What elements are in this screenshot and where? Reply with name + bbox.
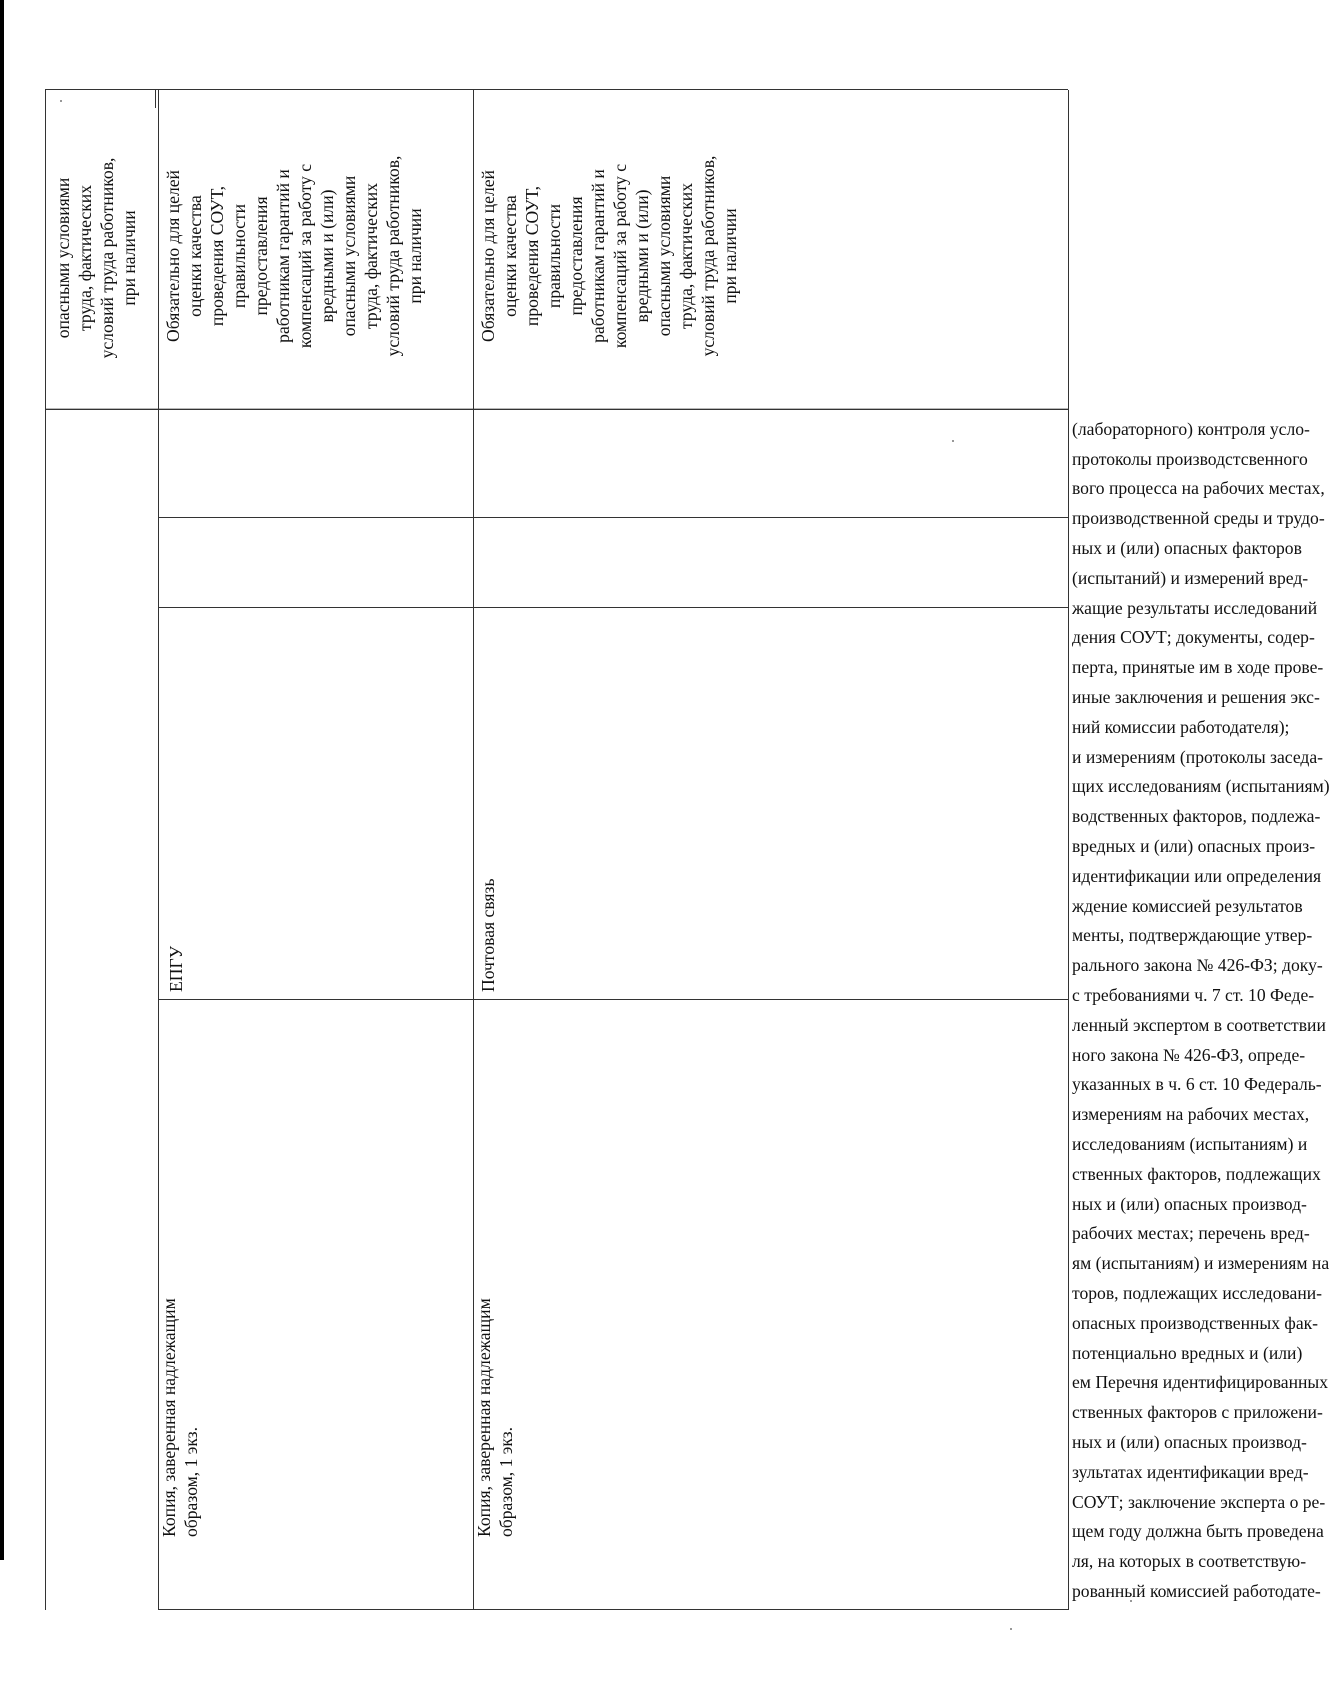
row2-requirement-line: Обязательно для целей	[163, 170, 183, 342]
grid-line	[45, 90, 46, 1610]
grid-line	[158, 999, 1068, 1000]
row1-documents-line: вого процесса на рабочих местах,	[1072, 478, 1325, 499]
row1-documents-line: менты, подтверждающие утвер-	[1072, 925, 1313, 946]
row1-documents-line: и измерениям (протоколы заседа-	[1072, 746, 1324, 767]
row3-requirement-line: работникам гарантий и	[588, 169, 608, 343]
row2-channel-cell	[165, 414, 195, 604]
row3-requirement-text	[477, 106, 741, 406]
row1-documents-line: иные заключения и решения экс-	[1072, 687, 1320, 707]
row1-documents-line: ем Перечня идентифицированных	[1072, 1372, 1329, 1393]
row1-requirement-line: условий труда работников,	[97, 157, 117, 359]
row1-documents-line: ленный экспертом в соответствии	[1072, 1014, 1326, 1035]
row1-documents-line: вредных и (или) опасных произ-	[1072, 836, 1316, 856]
row1-documents-line: указанных в ч. 6 ст. 10 Федераль-	[1072, 1074, 1322, 1095]
row1-documents-line: (испытаний) и измерений вред-	[1072, 567, 1309, 588]
grid-line	[158, 517, 1068, 518]
grid-line	[158, 1609, 1068, 1610]
row1-documents-line: зультатах идентификации вред-	[1072, 1461, 1309, 1482]
row1-col5-cell	[52, 108, 154, 408]
doc-type-line: образом, 1 экз.	[496, 1426, 516, 1537]
row2-requirement-line: предоставления	[251, 196, 271, 316]
row2-requirement-line: труда, фактических	[361, 183, 381, 330]
row1-documents-line: жащие результаты исследований	[1072, 597, 1318, 618]
row1-documents-line: ственных факторов с приложени-	[1072, 1402, 1323, 1423]
row1-documents-line: опасных производственных фак-	[1072, 1312, 1319, 1333]
row1-documents-line: ям (испытаниям) и измерениям на	[1072, 1253, 1330, 1274]
row2-channel-label: ЕПГУ	[166, 945, 186, 992]
row2-requirement-text	[162, 106, 426, 406]
row3-col5-cell	[477, 106, 782, 406]
row1-requirement-line: при наличии	[119, 210, 139, 306]
doc-type-line: Копия, заверенная надлежащим	[159, 1298, 179, 1537]
row1-documents-line: ного закона № 426-ФЗ, опреде-	[1072, 1044, 1306, 1065]
row2-requirement-line: вредными и (или)	[317, 189, 337, 323]
row2-requirement-line: правильности	[229, 203, 249, 309]
row1-documents-line: ждение комиссией результатов	[1072, 895, 1303, 916]
grid-line	[1068, 90, 1069, 1610]
row1-documents-line: рального закона № 426-ФЗ; доку-	[1072, 955, 1323, 976]
row1-documents-line: ственных факторов, подлежащих	[1072, 1163, 1321, 1184]
grid-line	[473, 90, 474, 1610]
row3-requirement-line: труда, фактических	[676, 183, 696, 330]
row3-requirement-line: Обязательно для целей	[478, 170, 498, 342]
row3-requirement-line: предоставления	[566, 196, 586, 316]
grid-line	[158, 90, 159, 1610]
row1-documents-line: водственных факторов, подлежа-	[1072, 806, 1321, 827]
row3-requirement-line: компенсаций за работу с	[610, 163, 630, 349]
row1-documents-line: с требованиями ч. 7 ст. 10 Феде-	[1072, 985, 1315, 1005]
row1-documents-line: перта, принятые им в ходе прове-	[1072, 657, 1324, 678]
row1-documents-line: рабочих местах; перечень вред-	[1072, 1223, 1310, 1244]
row3-requirement-line: условий труда работников,	[698, 155, 718, 357]
row1-documents-line: СОУТ; заключение эксперта о ре-	[1072, 1491, 1326, 1512]
doc-type-line: образом, 1 экз.	[181, 1426, 201, 1537]
row1-documents-line: щем году должна быть проведена	[1072, 1521, 1324, 1542]
row1-documents-line: торов, подлежащих исследовани-	[1072, 1283, 1323, 1303]
grid-line	[155, 90, 156, 108]
row2-col4-cell	[162, 586, 192, 806]
row1-documents-line: щих исследованиям (испытаниям)	[1072, 776, 1330, 797]
row1-documents-line: рованный комиссией работодате-	[1072, 1581, 1321, 1601]
row1-documents-line: потенциально вредных и (или)	[1072, 1342, 1303, 1363]
row1-requirement-line: опасными условиями	[53, 177, 73, 339]
row2-requirement-line: при наличии	[405, 208, 425, 304]
row3-requirement-line: вредными и (или)	[632, 189, 652, 323]
row1-documents-line: ний комиссии работодателя);	[1072, 716, 1290, 737]
grid-line	[158, 607, 1068, 608]
row3-requirement-line: правильности	[544, 203, 564, 309]
row3-requirement-line: опасными условиями	[654, 175, 674, 337]
row2-requirement-line: проведения СОУТ,	[207, 185, 227, 327]
row1-documents-line: ных и (или) опасных факторов	[1072, 538, 1302, 558]
row3-requirement-line: оценки качества	[500, 195, 520, 317]
row1-requirement-line: труда, фактических	[75, 185, 95, 332]
row1-documents-cell	[1072, 410, 1330, 1610]
row1-requirement-text	[52, 108, 140, 408]
row3-requirement-line: проведения СОУТ,	[522, 185, 542, 327]
row1-documents-line: идентификации или определения	[1072, 865, 1322, 886]
row2-requirement-line: работникам гарантий и	[273, 169, 293, 343]
row2-col5-cell	[162, 106, 467, 406]
row3-channel-label: Почтовая связь	[478, 878, 498, 992]
row1-documents-line: измерениям на рабочих местах,	[1072, 1104, 1310, 1125]
row1-documents-line: дения СОУТ; документы, содер-	[1072, 627, 1315, 648]
row2-channel-wrapper	[165, 802, 191, 992]
doc-type-line: Копия, заверенная надлежащим	[474, 1298, 494, 1537]
row2-requirement-line: опасными условиями	[339, 175, 359, 337]
row1-documents-line: протоколы производстсвенного	[1072, 448, 1308, 469]
grid-line	[45, 89, 1068, 90]
grid-line	[158, 409, 1068, 410]
row1-documents-line: (лабораторного) контроля усло-	[1072, 418, 1310, 439]
row2-requirement-line: условий труда работников,	[383, 155, 403, 357]
row1-documents-line: ных и (или) опасных производ-	[1072, 1193, 1307, 1214]
row1-documents-line: ля, на которых в соответствую-	[1072, 1551, 1307, 1572]
row1-documents-line: исследованиям (испытаниям) и	[1072, 1134, 1308, 1154]
row2-requirement-line: оценки качества	[185, 195, 205, 317]
row3-requirement-line: при наличии	[720, 208, 740, 304]
row2-requirement-line: компенсаций за работу с	[295, 163, 315, 349]
row1-documents-line: производственной среды и трудо-	[1072, 508, 1325, 529]
row1-documents-line: ных и (или) опасных производ-	[1072, 1432, 1307, 1452]
row3-channel-wrapper	[477, 732, 503, 992]
